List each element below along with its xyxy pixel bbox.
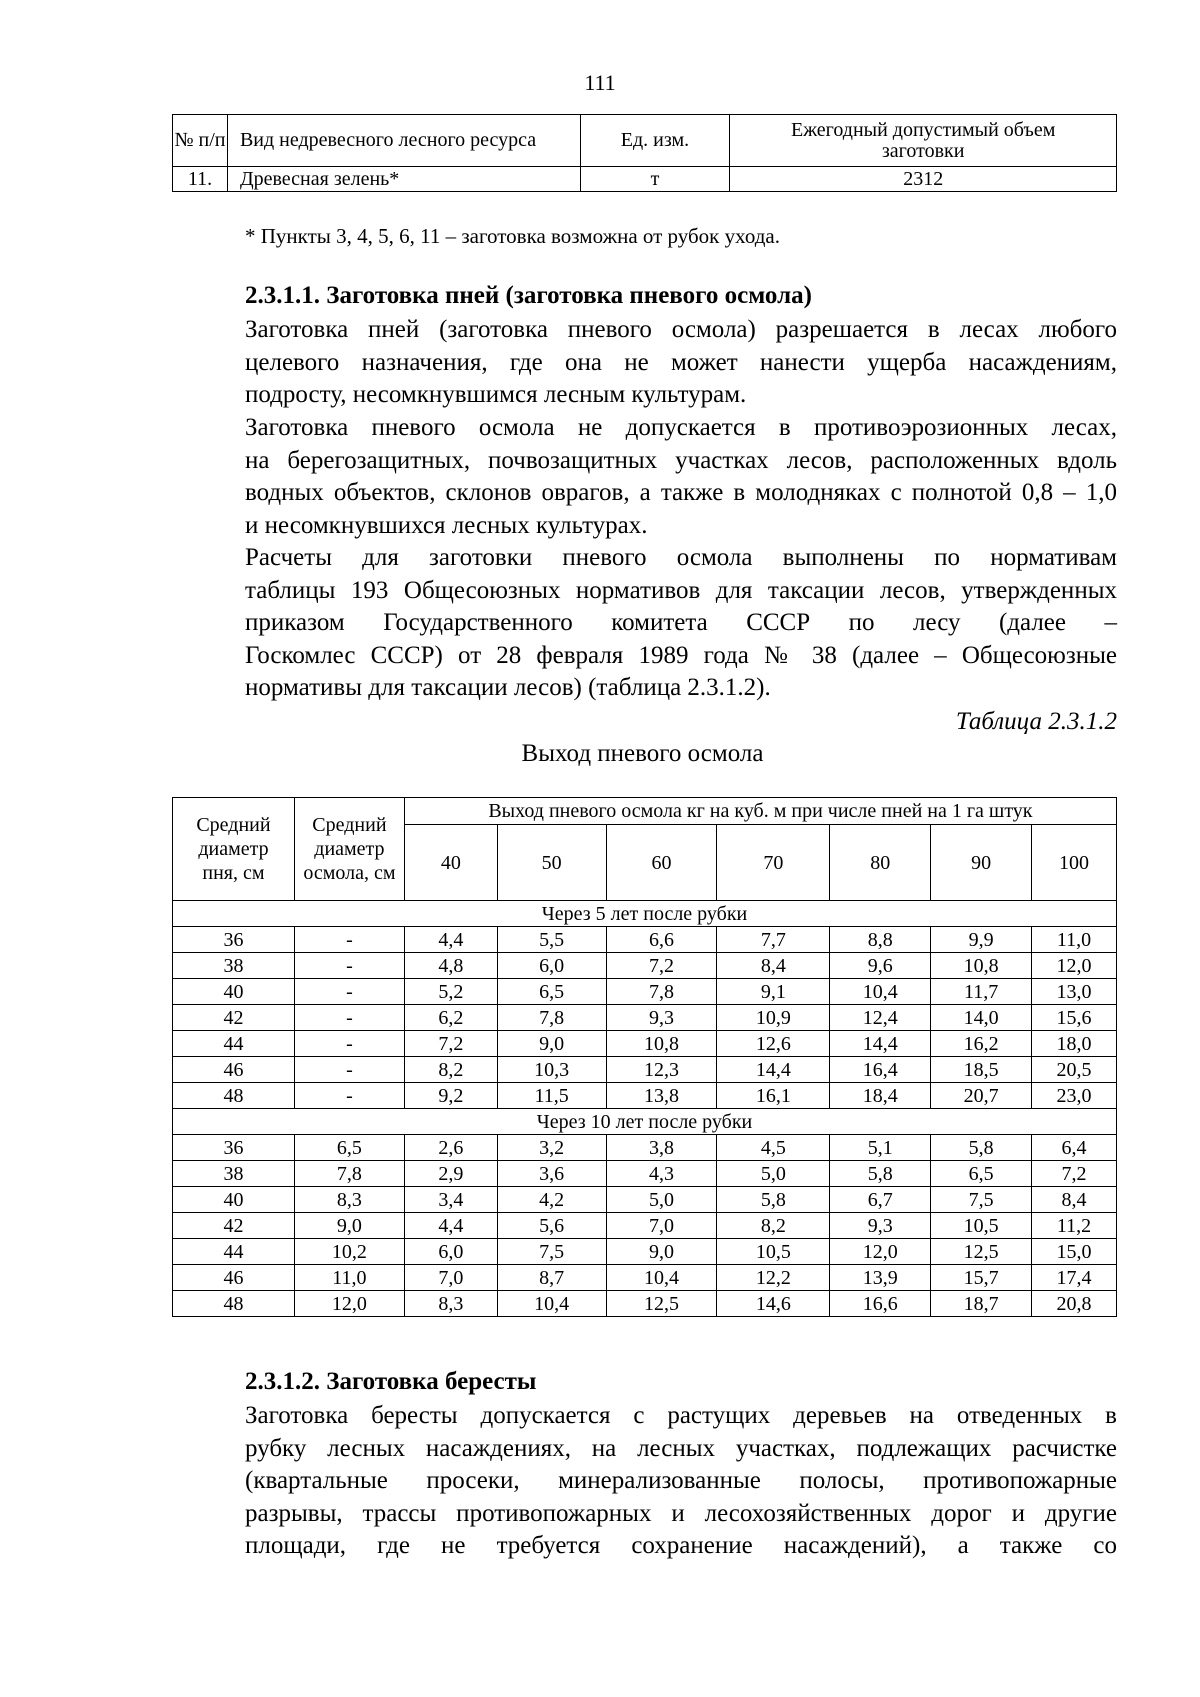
- table-cell: 12,3: [606, 1057, 717, 1083]
- text-line: Госкомлес СССР) от 28 февраля 1989 года № 38 (далее – Общесоюзные: [245, 641, 1117, 669]
- text-line: нормативы для таксации лесов) (таблица 2.3.1.2).: [245, 674, 771, 701]
- table-cell: 38: [173, 953, 295, 979]
- table-cell: 17,4: [1032, 1265, 1117, 1291]
- table-cell: 9,2: [404, 1083, 497, 1109]
- table-cell: 11,0: [1032, 927, 1117, 953]
- table-cell: 5,2: [404, 979, 497, 1005]
- table-cell: 46: [173, 1265, 295, 1291]
- table-cell: 5,8: [717, 1187, 830, 1213]
- table-cell: 12,5: [606, 1291, 717, 1317]
- table-cell: 9,3: [830, 1213, 931, 1239]
- table-cell: 8,7: [497, 1265, 606, 1291]
- table-cell: 48: [173, 1291, 295, 1317]
- table-cell: 14,4: [717, 1057, 830, 1083]
- table-row: [173, 1135, 1117, 1161]
- table-cell: 10,5: [931, 1213, 1032, 1239]
- table-cell: 3,8: [606, 1135, 717, 1161]
- table-cell: 16,1: [717, 1083, 830, 1109]
- header-stump-count: 50: [497, 825, 606, 901]
- table-cell: 7,2: [1032, 1161, 1117, 1187]
- table-cell: 12,4: [830, 1005, 931, 1031]
- table-cell: 36: [173, 927, 295, 953]
- table-row: [173, 1291, 1117, 1317]
- header-number: № п/п: [173, 115, 228, 167]
- table-cell: 6,7: [830, 1187, 931, 1213]
- header-stump-count: 100: [1032, 825, 1117, 901]
- table-cell: 3,2: [497, 1135, 606, 1161]
- table-cell: 44: [173, 1031, 295, 1057]
- header-stump-count: 40: [404, 825, 497, 901]
- header-resin-diameter: Средний диаметр осмола, см: [294, 798, 404, 901]
- table-cell: 13,8: [606, 1083, 717, 1109]
- table-cell: 7,0: [404, 1265, 497, 1291]
- text-line: подросту, несомкнувшимся лесным культурам.: [245, 381, 747, 408]
- table-cell: 5,0: [717, 1161, 830, 1187]
- table-cell: 18,0: [1032, 1031, 1117, 1057]
- paragraph-stumps-permission: [172, 314, 1117, 412]
- table-cell: 18,7: [931, 1291, 1032, 1317]
- section-row: [173, 901, 1117, 927]
- text-line: Расчеты для заготовки пневого осмола выполнены по нормативам: [245, 544, 1117, 571]
- table-cell: 14,6: [717, 1291, 830, 1317]
- cell-annual-volume: 2312: [730, 167, 1117, 192]
- header-stump-count: 70: [717, 825, 830, 901]
- table-cell: 9,0: [497, 1031, 606, 1057]
- header-stump-count: 60: [606, 825, 717, 901]
- table-cell: 10,4: [606, 1265, 717, 1291]
- section-title: Через 5 лет после рубки: [173, 901, 1117, 927]
- table-cell: 15,7: [931, 1265, 1032, 1291]
- text-line: таблицы 193 Общесоюзных нормативов для таксации лесов, утвержденных: [245, 576, 1117, 604]
- table-cell: 5,5: [497, 927, 606, 953]
- table-row: [173, 1005, 1117, 1031]
- text-line: разрывы, трассы противопожарных и лесохозяйственных дорог и другие: [245, 1499, 1117, 1527]
- table-row: [173, 953, 1117, 979]
- table-cell: 10,4: [830, 979, 931, 1005]
- table-cell: 4,4: [404, 927, 497, 953]
- table-cell: 42: [173, 1005, 295, 1031]
- table-cell: -: [294, 927, 404, 953]
- table-cell: 8,4: [717, 953, 830, 979]
- table-cell: 8,2: [404, 1057, 497, 1083]
- table-cell: 20,5: [1032, 1057, 1117, 1083]
- table-cell: 12,0: [294, 1291, 404, 1317]
- paragraph-stumps-calculations: [172, 542, 1117, 705]
- table-cell: 5,8: [931, 1135, 1032, 1161]
- table-cell: -: [294, 1005, 404, 1031]
- table-cell: 6,6: [606, 927, 717, 953]
- cell-number: 11.: [173, 167, 228, 192]
- text-line: Заготовка пней (заготовка пневого осмола) разрешается в лесах любого: [245, 316, 1117, 343]
- header-annual-volume: Ежегодный допустимый объем заготовки: [730, 115, 1117, 167]
- text-line: водных объектов, склонов оврагов, а также в молодняках с полнотой 0,8 – 1,0: [245, 479, 1117, 506]
- section-row: [173, 1109, 1117, 1135]
- table-cell: 46: [173, 1057, 295, 1083]
- table-cell: 8,3: [294, 1187, 404, 1213]
- header-stump-count: 90: [931, 825, 1032, 901]
- table-cell: 18,4: [830, 1083, 931, 1109]
- text-line: Заготовка пневого осмола не допускается в противоэрозионных лесах,: [245, 414, 1117, 441]
- table-cell: 42: [173, 1213, 295, 1239]
- table-row: [173, 1057, 1117, 1083]
- table-header-row: [173, 798, 1117, 825]
- table-cell: 11,0: [294, 1265, 404, 1291]
- table-cell: 9,0: [294, 1213, 404, 1239]
- table-cell: 4,4: [404, 1213, 497, 1239]
- top-table-header-row: [173, 115, 1117, 167]
- table-cell: 44: [173, 1239, 295, 1265]
- table-cell: 14,0: [931, 1005, 1032, 1031]
- table-cell: -: [294, 1031, 404, 1057]
- table-cell: 23,0: [1032, 1083, 1117, 1109]
- paragraph-birch-bark: [172, 1400, 1117, 1563]
- header-unit: Ед. изм.: [580, 115, 730, 167]
- table-cell: 16,6: [830, 1291, 931, 1317]
- table-cell: -: [294, 1083, 404, 1109]
- table-cell: 4,3: [606, 1161, 717, 1187]
- table-row: [173, 927, 1117, 953]
- table-row: [173, 167, 1117, 192]
- table-cell: 2,6: [404, 1135, 497, 1161]
- table-cell: 10,2: [294, 1239, 404, 1265]
- table-row: [173, 1213, 1117, 1239]
- table-cell: 11,5: [497, 1083, 606, 1109]
- text-line: на берегозащитных, почвозащитных участках лесов, расположенных вдоль: [245, 446, 1117, 474]
- table-cell: 4,2: [497, 1187, 606, 1213]
- table-cell: 3,6: [497, 1161, 606, 1187]
- table-cell: 48: [173, 1083, 295, 1109]
- section-title: Через 10 лет после рубки: [173, 1109, 1117, 1135]
- table-cell: 5,6: [497, 1213, 606, 1239]
- cell-resource-type: Древесная зелень*: [227, 167, 580, 192]
- table-cell: 8,2: [717, 1213, 830, 1239]
- text-line: рубку лесных насаждениях, на лесных участках, подлежащих расчистке: [245, 1434, 1117, 1462]
- text-line: и несомкнувшихся лесных культурах.: [245, 511, 648, 539]
- table-cell: 12,0: [1032, 953, 1117, 979]
- resin-yield-table: [172, 797, 1117, 1317]
- table-cell: 3,4: [404, 1187, 497, 1213]
- table-cell: 6,0: [404, 1239, 497, 1265]
- table-cell: 4,5: [717, 1135, 830, 1161]
- table-cell: 10,9: [717, 1005, 830, 1031]
- table-cell: 9,1: [717, 979, 830, 1005]
- table-cell: 7,2: [606, 953, 717, 979]
- table-cell: 7,8: [497, 1005, 606, 1031]
- table-cell: -: [294, 1057, 404, 1083]
- table-row: [173, 1161, 1117, 1187]
- header-stump-diameter: Средний диаметр пня, см: [173, 798, 295, 901]
- table-row: [173, 979, 1117, 1005]
- table-cell: 10,3: [497, 1057, 606, 1083]
- text-line: Заготовка бересты допускается с растущих деревьев на отведенных в: [245, 1402, 1117, 1429]
- table-cell: -: [294, 979, 404, 1005]
- table-cell: 4,8: [404, 953, 497, 979]
- table-cell: 13,9: [830, 1265, 931, 1291]
- header-yield-group: Выход пневого осмола кг на куб. м при числе пней на 1 га штук: [404, 798, 1116, 825]
- table-cell: 20,7: [931, 1083, 1032, 1109]
- text-line: приказом Государственного комитета СССР по лесу (далее –: [245, 609, 1117, 636]
- footnote: * Пункты 3, 4, 5, 6, 11 – заготовка возможна от рубок ухода.: [245, 224, 780, 248]
- table-cell: 40: [173, 1187, 295, 1213]
- table-cell: 8,4: [1032, 1187, 1117, 1213]
- table-row: [173, 1239, 1117, 1265]
- table-cell: 2,9: [404, 1161, 497, 1187]
- table-cell: 10,8: [606, 1031, 717, 1057]
- table-cell: 18,5: [931, 1057, 1032, 1083]
- table-cell: 11,2: [1032, 1213, 1117, 1239]
- paragraph-stumps-restrictions: [172, 412, 1117, 542]
- table-row: [173, 1083, 1117, 1109]
- table-cell: 15,0: [1032, 1239, 1117, 1265]
- text-line: целевого назначения, где она не может нанести ущерба насаждениям,: [245, 348, 1117, 376]
- table-cell: 8,8: [830, 927, 931, 953]
- table-cell: 13,0: [1032, 979, 1117, 1005]
- table-cell: 7,5: [497, 1239, 606, 1265]
- header-resource-type: Вид недревесного лесного ресурса: [227, 115, 580, 167]
- table-cell: 5,1: [830, 1135, 931, 1161]
- table-row: [173, 1265, 1117, 1291]
- table-title: Выход пневого осмола: [521, 740, 764, 767]
- table-cell: 36: [173, 1135, 295, 1161]
- table-cell: 9,6: [830, 953, 931, 979]
- table-row: [173, 1031, 1117, 1057]
- table-cell: 5,8: [830, 1161, 931, 1187]
- page-number: 111: [584, 70, 616, 95]
- table-cell: 7,8: [294, 1161, 404, 1187]
- table-cell: 12,6: [717, 1031, 830, 1057]
- table-cell: 6,5: [497, 979, 606, 1005]
- table-cell: 7,8: [606, 979, 717, 1005]
- table-cell: 15,6: [1032, 1005, 1117, 1031]
- table-cell: 12,0: [830, 1239, 931, 1265]
- table-cell: 12,5: [931, 1239, 1032, 1265]
- table-cell: 20,8: [1032, 1291, 1117, 1317]
- text-line: площади, где не требуется сохранение насаждений), а также со: [245, 1532, 1117, 1559]
- table-cell: 12,2: [717, 1265, 830, 1291]
- table-cell: 6,2: [404, 1005, 497, 1031]
- section-heading-stumps: 2.3.1.1. Заготовка пней (заготовка пневого осмола): [245, 282, 812, 309]
- cell-unit: т: [580, 167, 730, 192]
- table-cell: 9,0: [606, 1239, 717, 1265]
- section-heading-birch-bark: 2.3.1.2. Заготовка бересты: [245, 1368, 537, 1395]
- table-cell: 8,3: [404, 1291, 497, 1317]
- table-cell: 9,9: [931, 927, 1032, 953]
- table-cell: 6,5: [931, 1161, 1032, 1187]
- header-stump-count: 80: [830, 825, 931, 901]
- table-cell: 6,5: [294, 1135, 404, 1161]
- table-row: [173, 1187, 1117, 1213]
- table-cell: 10,8: [931, 953, 1032, 979]
- table-cell: -: [294, 953, 404, 979]
- table-cell: 10,5: [717, 1239, 830, 1265]
- table-cell: 38: [173, 1161, 295, 1187]
- text-line: (квартальные просеки, минерализованные полосы, противопожарные: [245, 1467, 1117, 1494]
- table-cell: 16,4: [830, 1057, 931, 1083]
- table-cell: 6,4: [1032, 1135, 1117, 1161]
- table-cell: 9,3: [606, 1005, 717, 1031]
- table-cell: 7,2: [404, 1031, 497, 1057]
- table-cell: 40: [173, 979, 295, 1005]
- table-cell: 7,0: [606, 1213, 717, 1239]
- table-cell: 7,5: [931, 1187, 1032, 1213]
- table-cell: 11,7: [931, 979, 1032, 1005]
- table-cell: 5,0: [606, 1187, 717, 1213]
- table-cell: 14,4: [830, 1031, 931, 1057]
- top-resource-table: [172, 114, 1117, 192]
- table-cell: 7,7: [717, 927, 830, 953]
- table-label: Таблица 2.3.1.2: [955, 708, 1117, 735]
- table-cell: 6,0: [497, 953, 606, 979]
- table-cell: 16,2: [931, 1031, 1032, 1057]
- table-cell: 10,4: [497, 1291, 606, 1317]
